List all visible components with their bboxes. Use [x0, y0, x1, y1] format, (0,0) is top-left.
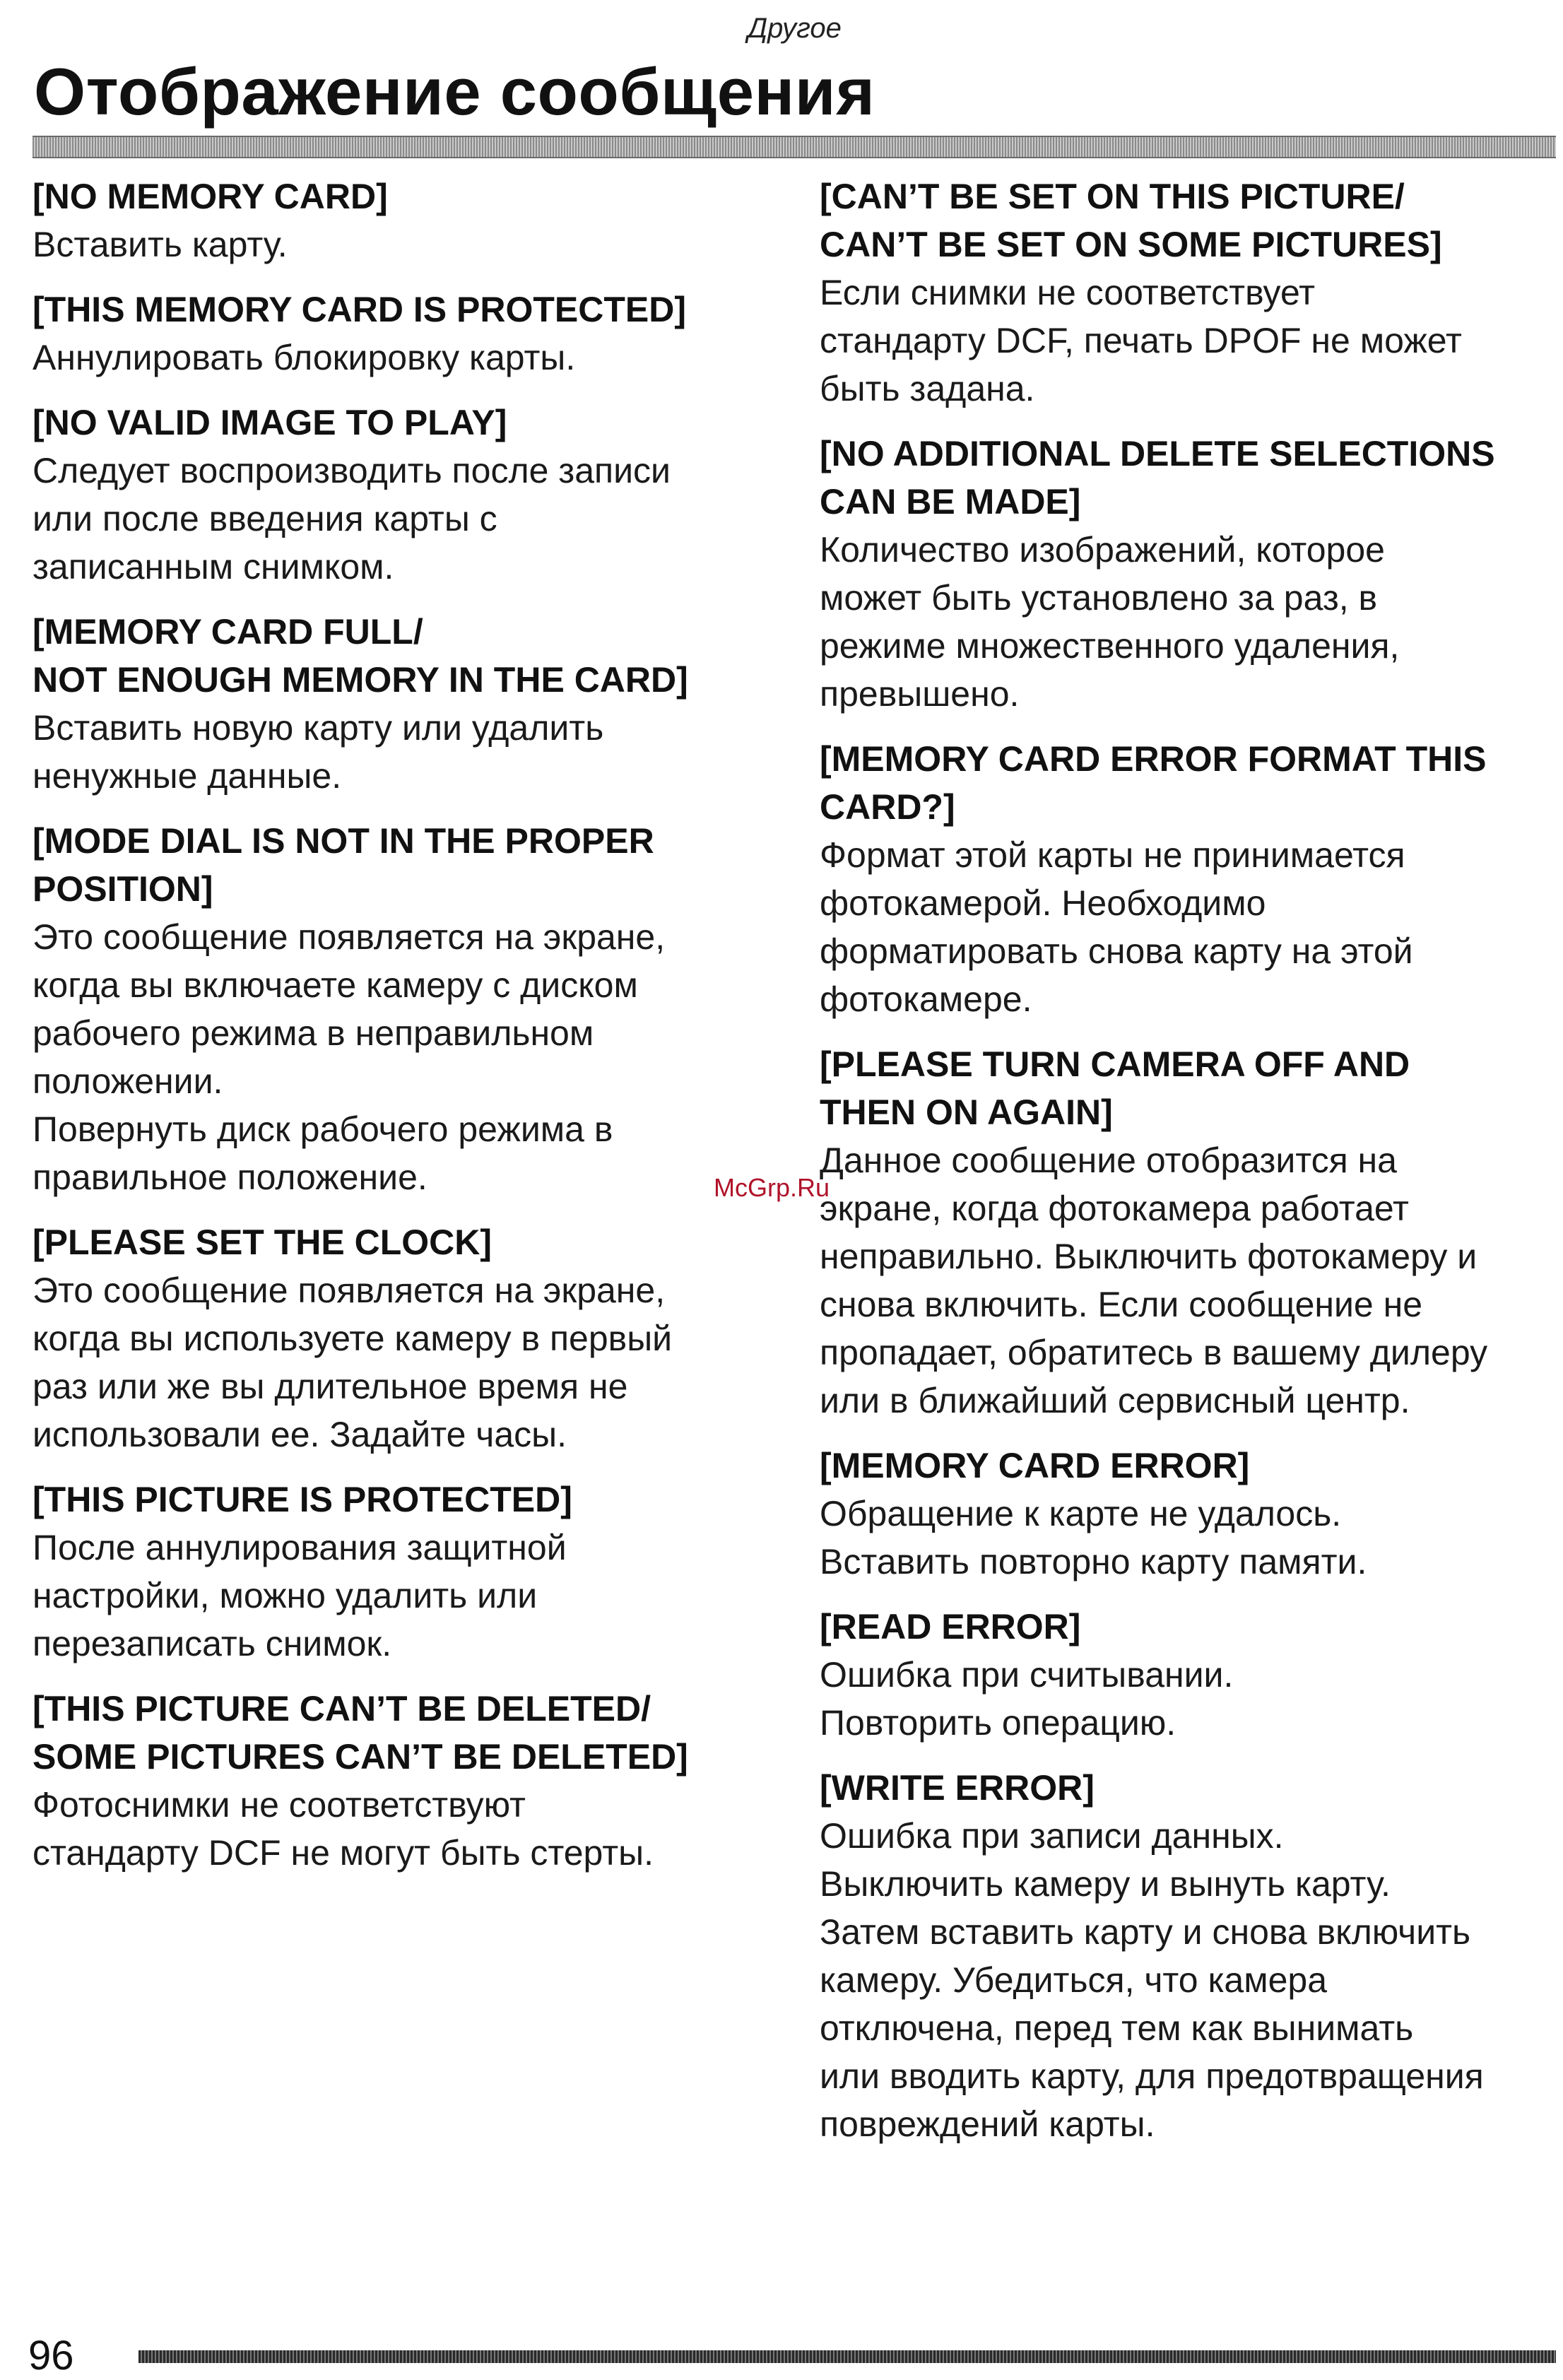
message-entry-no-valid-image — [33, 399, 782, 591]
message-entry-no-additional-delete — [820, 430, 1555, 718]
message-entry-card-error-format — [820, 735, 1555, 1023]
message-description: Вставить карту. — [33, 225, 288, 264]
message-heading: [THIS PICTURE IS PROTECTED] — [33, 1480, 572, 1519]
message-heading: [READ ERROR] — [820, 1607, 1081, 1646]
message-heading: [WRITE ERROR] — [820, 1768, 1095, 1808]
message-description: Это сообщение появляется на экране, когда вы используете камеру в первый раз или же вы длительное время не использовали ее. Задайте часы. — [33, 1271, 673, 1454]
message-description: Формат этой карты не принимается фотокамерой. Необходимо форматировать снова карту на этой фотокамере. — [820, 835, 1413, 1019]
message-description: Ошибка при записи данных. Выключить камеру и вынуть карту. Затем вставить карту и снова включить камеру. Убедиться, что камера отключена, перед тем как вынимать или вводить карту, для предотвращения повреждений карты. — [820, 1816, 1484, 2144]
message-description: Обращение к карте не удалось. Вставить повторно карту памяти. — [820, 1494, 1367, 1581]
message-description: Количество изображений, которое может быть установлено за раз, в режиме множественного удаления, превышено. — [820, 530, 1400, 714]
page-number: 96 — [28, 2333, 74, 2379]
message-entry-memory-card-full — [33, 608, 782, 800]
message-heading: [PLEASE SET THE CLOCK] — [33, 1223, 493, 1262]
message-entry-mode-dial — [33, 817, 782, 1201]
section-label: Другое — [748, 13, 842, 44]
message-entry-picture-protected — [33, 1475, 782, 1668]
page-title: Отображение сообщения — [34, 54, 875, 129]
message-description: Ошибка при считывании. Повторить операцию. — [820, 1655, 1234, 1743]
right-column — [820, 172, 1555, 2165]
message-entry-set-clock — [33, 1218, 782, 1459]
message-entry-card-protected — [33, 285, 782, 382]
message-heading: [MEMORY CARD FULL/ NOT ENOUGH MEMORY IN THE CARD] — [33, 612, 688, 700]
message-heading: [NO MEMORY CARD] — [33, 177, 388, 216]
message-entry-read-error — [820, 1603, 1555, 1747]
message-description: Это сообщение появляется на экране, когда вы включаете камеру с диском рабочего режима в неправильном положении. Повернуть диск рабочего режима в правильное положение. — [33, 917, 666, 1197]
message-heading: [PLEASE TURN CAMERA OFF AND THEN ON AGAIN] — [820, 1044, 1410, 1132]
message-entry-memory-card-error — [820, 1442, 1555, 1586]
message-description: После аннулирования защитной настройки, можно удалить или перезаписать снимок. — [33, 1528, 567, 1663]
message-heading: [THIS PICTURE CAN’T BE DELETED/ SOME PICTURES CAN’T BE DELETED] — [33, 1689, 688, 1777]
footer-divider — [138, 2350, 1556, 2363]
message-entry-write-error — [820, 1764, 1555, 2148]
left-column — [33, 172, 782, 1894]
title-divider — [33, 136, 1556, 158]
message-description: Фотоснимки не соответствуют стандарту DCF не могут быть стерты. — [33, 1785, 654, 1873]
message-description: Данное сообщение отобразится на экране, когда фотокамера работает неправильно. Выключить фотокамеру и снова включить. Если сообщение не пропадает, обратитесь в вашему дилеру или в ближайший сервисный центр. — [820, 1141, 1488, 1420]
message-heading: [MODE DIAL IS NOT IN THE PROPER POSITION] — [33, 821, 654, 909]
message-entry-cant-be-set — [820, 172, 1555, 413]
message-entry-turn-camera-off — [820, 1040, 1555, 1425]
watermark-text: McGrp.Ru — [714, 1173, 830, 1202]
message-entry-no-memory-card — [33, 172, 782, 269]
message-heading: [MEMORY CARD ERROR FORMAT THIS CARD?] — [820, 739, 1487, 827]
message-heading: [NO ADDITIONAL DELETE SELECTIONS CAN BE MADE] — [820, 434, 1495, 522]
message-heading: [MEMORY CARD ERROR] — [820, 1446, 1250, 1485]
message-entry-cant-be-deleted — [33, 1685, 782, 1877]
message-heading: [CAN’T BE SET ON THIS PICTURE/ CAN’T BE SET ON SOME PICTURES] — [820, 177, 1442, 264]
message-description: Вставить новую карту или удалить ненужные данные. — [33, 708, 604, 796]
message-description: Если снимки не соответствует стандарту DCF, печать DPOF не может быть задана. — [820, 273, 1462, 408]
message-description: Следует воспроизводить после записи или после введения карты с записанным снимком. — [33, 451, 671, 587]
message-heading: [THIS MEMORY CARD IS PROTECTED] — [33, 290, 687, 329]
message-description: Аннулировать блокировку карты. — [33, 338, 576, 377]
message-heading: [NO VALID IMAGE TO PLAY] — [33, 403, 507, 442]
